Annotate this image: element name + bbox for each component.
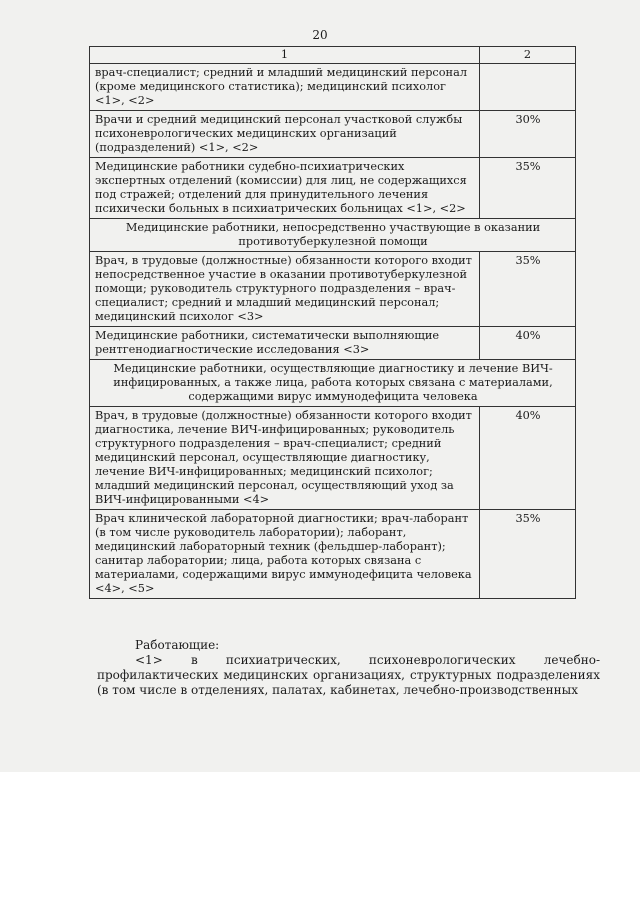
table-row — [90, 252, 576, 327]
section-heading: Медицинские работники, непосредственно участвующие в оказании противотуберкулезной помощи — [90, 219, 576, 252]
position-cell: Врачи и средний медицинский персонал участковой службы психоневрологических медицинских организаций (подразделений) <1>, <2> — [90, 111, 480, 158]
table-row — [90, 327, 576, 360]
allowance-cell: 40% — [480, 407, 576, 510]
allowance-cell: 35% — [480, 510, 576, 599]
allowance-table — [89, 46, 576, 599]
allowance-cell: 40% — [480, 327, 576, 360]
allowance-cell — [480, 64, 576, 111]
footnote-1: <1> в психиатрических, психоневрологических лечебно-профилактических медицинских организациях, структурных подразделениях (в том числе в отделениях, палатах, кабинетах, лечебно-производственных — [97, 653, 600, 697]
column-header-2: 2 — [480, 47, 576, 64]
position-cell: Медицинские работники, систематически выполняющие рентгенодиагностические исследования <3> — [90, 327, 480, 360]
section-row — [90, 360, 576, 407]
footnotes — [97, 638, 600, 698]
table-row — [90, 111, 576, 158]
table-row — [90, 510, 576, 599]
table-row — [90, 158, 576, 219]
position-cell: Врач, в трудовые (должностные) обязанности которого входит непосредственное участие в оказании противотуберкулезной помощи; руководитель структурного подразделения – врач-специалист; средний и младший медицинский персонал; медицинский психолог <3> — [90, 252, 480, 327]
position-cell: врач-специалист; средний и младший медицинский персонал (кроме медицинского статистика); медицинский психолог <1>, <2> — [90, 64, 480, 111]
section-heading: Медицинские работники, осуществляющие диагностику и лечение ВИЧ-инфицированных, а также лица, работа которых связана с материалами, содержащими вирус иммунодефицита человека — [90, 360, 576, 407]
allowance-cell: 30% — [480, 111, 576, 158]
position-cell: Медицинские работники судебно-психиатрических экспертных отделений (комиссии) для лиц, не содержащихся под стражей; отделений для принудительного лечения психически больных в психиатрических больницах <1>, <2> — [90, 158, 480, 219]
column-header-1: 1 — [90, 47, 480, 64]
table-header-row — [90, 47, 576, 64]
table-row — [90, 64, 576, 111]
section-row — [90, 219, 576, 252]
page-number: 20 — [312, 28, 328, 42]
allowance-cell: 35% — [480, 158, 576, 219]
table-row — [90, 407, 576, 510]
footnotes-heading: Работающие: — [135, 638, 220, 652]
position-cell: Врач, в трудовые (должностные) обязанности которого входит диагностика, лечение ВИЧ-инфицированных; руководитель структурного подразделения – врач-специалист; средний медицинский персонал, осуществляющие диагностику, лечение ВИЧ-инфицированных; медицинский психолог; младший медицинский персонал, осуществляющий уход за ВИЧ-инфицированными <4> — [90, 407, 480, 510]
allowance-cell: 35% — [480, 252, 576, 327]
position-cell: Врач клинической лабораторной диагностики; врач-лаборант (в том числе руководитель лаборатории); лаборант, медицинский лабораторный техник (фельдшер-лаборант); санитар лаборатории; лица, работа которых связана с материалами, содержащими вирус иммунодефицита человека <4>, <5> — [90, 510, 480, 599]
